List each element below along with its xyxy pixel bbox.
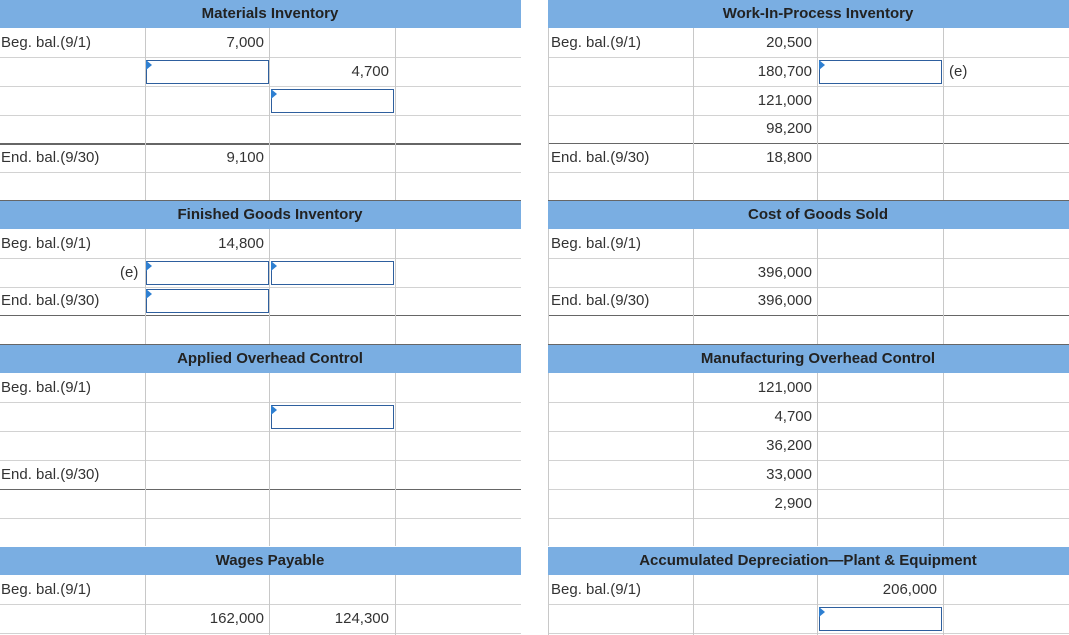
beg-bal-label: Beg. bal.(9/1) xyxy=(1,235,92,252)
column-divider xyxy=(943,229,944,344)
beg-bal-row xyxy=(548,29,1069,58)
end-bal-label: End. bal.(9/30) xyxy=(551,292,650,309)
end-bal-label: End. bal.(9/30) xyxy=(1,292,100,309)
entry-row xyxy=(548,259,1069,288)
mfg-overhead-account xyxy=(548,345,1069,546)
column-divider xyxy=(693,575,694,635)
entry-row xyxy=(0,403,521,432)
beg-bal-credit: 206,000 xyxy=(882,581,937,598)
end-bal-row xyxy=(0,287,521,316)
credit-input[interactable] xyxy=(271,405,394,429)
column-divider xyxy=(693,373,694,546)
beg-bal-debit: 14,800 xyxy=(218,235,264,252)
account-title: Finished Goods Inventory xyxy=(177,206,363,223)
applied-overhead-account xyxy=(0,345,521,546)
beg-bal-row xyxy=(548,576,1069,605)
column-divider xyxy=(269,229,270,344)
end-bal-debit: 396,000 xyxy=(757,292,812,309)
entry-row xyxy=(0,259,521,288)
column-divider xyxy=(817,28,818,200)
account-header xyxy=(548,345,1069,373)
wip-inventory-account xyxy=(548,0,1069,200)
account-header xyxy=(0,0,521,28)
debit-value: 36,200 xyxy=(766,437,812,454)
column-divider xyxy=(817,575,818,635)
column-divider xyxy=(145,229,146,344)
column-divider xyxy=(943,373,944,546)
entry-row xyxy=(548,490,1069,519)
column-divider xyxy=(395,229,396,344)
beg-bal-label: Beg. bal.(9/1) xyxy=(1,581,92,598)
column-divider xyxy=(548,373,549,546)
account-header xyxy=(0,345,521,373)
column-divider xyxy=(395,373,396,546)
debit-value: 121,000 xyxy=(757,92,812,109)
column-divider xyxy=(145,575,146,635)
column-divider xyxy=(817,373,818,546)
column-divider xyxy=(395,28,396,200)
entry-row xyxy=(0,116,521,145)
end-bal-debit: 18,800 xyxy=(766,149,812,166)
debit-input[interactable] xyxy=(146,60,269,84)
beg-bal-row xyxy=(0,29,521,58)
beg-bal-label: Beg. bal.(9/1) xyxy=(551,34,642,51)
end-bal-row xyxy=(0,143,521,173)
blank-row xyxy=(0,172,521,201)
entry-row xyxy=(0,605,521,634)
beg-bal-label: Beg. bal.(9/1) xyxy=(551,581,642,598)
debit-value: 162,000 xyxy=(209,610,264,627)
blank-row xyxy=(548,316,1069,345)
end-bal-row xyxy=(548,287,1069,316)
column-divider xyxy=(548,28,549,200)
entry-row xyxy=(0,58,521,87)
entry-note: (e) xyxy=(949,63,968,80)
cogs-account xyxy=(548,201,1069,344)
end-bal-label: End. bal.(9/30) xyxy=(1,149,100,166)
end-bal-input[interactable] xyxy=(146,289,269,313)
column-divider xyxy=(693,28,694,200)
beg-bal-debit: 7,000 xyxy=(226,34,264,51)
end-bal-label: End. bal.(9/30) xyxy=(551,149,650,166)
entry-row xyxy=(548,87,1069,116)
beg-bal-row xyxy=(0,230,521,259)
materials-inventory-account xyxy=(0,0,521,200)
blank-row xyxy=(0,490,521,519)
entry-row xyxy=(548,432,1069,461)
debit-value: 121,000 xyxy=(757,379,812,396)
end-bal-row xyxy=(548,143,1069,173)
account-title: Applied Overhead Control xyxy=(177,350,363,367)
column-divider xyxy=(269,373,270,546)
account-title: Accumulated Depreciation—Plant & Equipment xyxy=(639,552,977,569)
entry-row xyxy=(548,605,1069,634)
debit-input[interactable] xyxy=(146,261,269,285)
beg-bal-row xyxy=(0,374,521,403)
debit-value: 2,900 xyxy=(774,495,812,512)
column-divider xyxy=(269,575,270,635)
debit-value: 33,000 xyxy=(766,466,812,483)
end-bal-debit: 9,100 xyxy=(226,149,264,166)
account-title: Work-In-Process Inventory xyxy=(722,5,914,22)
column-divider xyxy=(269,28,270,200)
blank-row xyxy=(0,316,521,345)
column-divider xyxy=(693,229,694,344)
column-divider xyxy=(395,575,396,635)
credit-value: 4,700 xyxy=(351,63,389,80)
entry-row xyxy=(548,115,1069,144)
entry-row xyxy=(548,461,1069,490)
debit-value: 180,700 xyxy=(757,63,812,80)
account-title: Materials Inventory xyxy=(201,5,339,22)
entry-row xyxy=(548,374,1069,403)
entry-note: (e) xyxy=(120,264,139,281)
finished-goods-account xyxy=(0,201,521,344)
blank-row xyxy=(548,172,1069,201)
beg-bal-debit: 20,500 xyxy=(766,34,812,51)
debit-value: 4,700 xyxy=(774,408,812,425)
column-divider xyxy=(943,575,944,635)
end-bal-label: End. bal.(9/30) xyxy=(1,466,100,483)
account-header xyxy=(0,201,521,229)
account-title: Cost of Goods Sold xyxy=(748,206,888,223)
column-divider xyxy=(943,28,944,200)
beg-bal-label: Beg. bal.(9/1) xyxy=(1,34,92,51)
column-divider xyxy=(548,575,549,635)
column-divider xyxy=(145,373,146,546)
end-bal-row xyxy=(0,461,521,490)
account-header xyxy=(548,0,1069,28)
blank-row xyxy=(548,519,1069,548)
wages-payable-account xyxy=(0,547,521,635)
blank-row xyxy=(0,519,521,548)
account-title: Wages Payable xyxy=(215,552,325,569)
credit-input[interactable] xyxy=(819,60,942,84)
debit-value: 396,000 xyxy=(757,264,812,281)
beg-bal-label: Beg. bal.(9/1) xyxy=(1,379,92,396)
account-header xyxy=(0,547,521,575)
credit-input[interactable] xyxy=(271,89,394,113)
beg-bal-row xyxy=(0,576,521,605)
beg-bal-label: Beg. bal.(9/1) xyxy=(551,235,642,252)
entry-row xyxy=(0,432,521,461)
accum-depreciation-account xyxy=(548,547,1069,635)
account-title: Manufacturing Overhead Control xyxy=(700,350,936,367)
credit-value: 124,300 xyxy=(334,610,389,627)
credit-input[interactable] xyxy=(819,607,942,631)
column-divider xyxy=(145,28,146,200)
debit-value: 98,200 xyxy=(766,120,812,137)
account-header xyxy=(548,547,1069,575)
entry-row xyxy=(548,58,1069,87)
column-divider xyxy=(817,229,818,344)
beg-bal-row xyxy=(548,230,1069,259)
account-header xyxy=(548,201,1069,229)
credit-input[interactable] xyxy=(271,261,394,285)
entry-row xyxy=(0,87,521,116)
entry-row xyxy=(548,403,1069,432)
column-divider xyxy=(548,229,549,344)
